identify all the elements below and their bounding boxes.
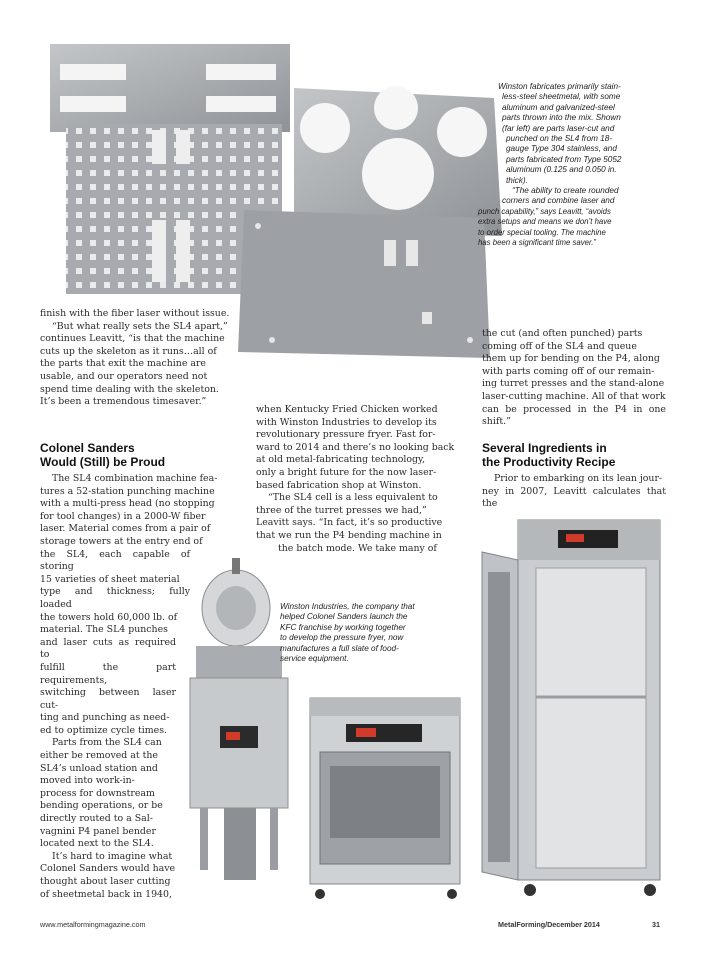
- text-line: ing turret presses and the stand-alone: [482, 378, 665, 390]
- text-line: Leavitt says. “In fact, it’s so productive: [256, 517, 443, 529]
- text-line: with parts coming off of our remain-: [482, 365, 655, 377]
- caption-top-line: extra setups and means we don’t have: [478, 217, 612, 227]
- caption-top: [478, 82, 658, 249]
- heading-line: the Productivity Recipe: [482, 454, 616, 469]
- text-line: vagnini P4 panel bender: [40, 825, 156, 837]
- section-heading-productivity: [482, 442, 672, 469]
- text-line: the batch mode. We take many of: [278, 542, 437, 554]
- column3-top-text: [482, 328, 666, 429]
- caption-middle: [280, 602, 456, 664]
- text-line: storage towers at the entry end of: [40, 535, 203, 547]
- text-line: directly routed to a Sal-: [40, 813, 153, 825]
- text-line: at old metal-fabricating technology,: [256, 454, 426, 466]
- caption-top-line: punch capability,” says Leavitt, “avoids: [478, 206, 611, 216]
- caption-mid-line: to develop the pressure fryer, now: [280, 633, 404, 643]
- heading-line: Colonel Sanders: [40, 441, 135, 455]
- text-line: continues Leavitt, “is that the machine: [40, 333, 225, 345]
- text-line: cuts up the skeleton as it runs…all of: [40, 345, 217, 357]
- footer-url[interactable]: www.metalformingmagazine.com: [40, 920, 146, 929]
- text-line: the SL4, each capable of storing: [40, 548, 190, 573]
- text-line: revolutionary pressure fryer. Fast for-: [256, 429, 436, 441]
- text-line: finish with the fiber laser without issue.: [40, 308, 230, 319]
- text-line: fulfill the part requirements,: [40, 661, 176, 686]
- column2-text: [256, 404, 462, 555]
- text-line: bending operations, or be: [40, 800, 163, 812]
- text-line: ney in 2007, Leavitt calculates that the: [482, 485, 666, 510]
- text-line: only a bright future for the now laser-: [256, 466, 437, 478]
- text-line: coming off of the SL4 and queue: [482, 340, 637, 352]
- caption-top-line: thick).: [506, 175, 528, 185]
- caption-top-line: has been a significant time saver.”: [478, 238, 597, 248]
- text-line: the towers hold 60,000 lb. of: [40, 611, 178, 623]
- caption-top-line: parts fabricated from Type 5052: [506, 154, 622, 164]
- column3-bottom-text: [482, 473, 666, 511]
- text-line: located next to the SL4.: [40, 838, 154, 850]
- caption-top-line: corners and combine laser and: [502, 196, 615, 206]
- heading-line: Would (Still) be Proud: [40, 454, 166, 469]
- heading-line: Several Ingredients in: [482, 441, 607, 455]
- text-line: the cut (and often punched) parts: [482, 328, 643, 339]
- text-line: It’s been a tremendous timesaver.”: [40, 396, 207, 408]
- text-line: that we run the P4 bending machine in: [256, 529, 442, 541]
- section-heading-colonel: [40, 442, 240, 469]
- text-line: can be processed in the P4 in one shift.”: [482, 403, 666, 428]
- text-line: It’s hard to imagine what: [52, 850, 173, 862]
- caption-top-line: (far left) are parts laser-cut and: [502, 123, 615, 133]
- column1-bottom-text: [40, 473, 232, 901]
- caption-top-line: to order special tooling. The machine: [478, 227, 606, 237]
- caption-top-line: aluminum (0.125 and 0.050 in.: [506, 165, 617, 175]
- caption-top-line: aluminum and galvanized-steel: [502, 102, 615, 112]
- text-line: ward to 2014 and there’s no looking back: [256, 441, 455, 453]
- caption-top-line: “The ability to create rounded: [512, 186, 619, 196]
- holding-cabinet-photo: [306, 690, 466, 902]
- caption-top-line: punched on the SL4 from 18-: [506, 134, 613, 144]
- text-line: based fabrication shop at Winston.: [256, 479, 422, 491]
- text-line: either be removed at the: [40, 750, 158, 762]
- text-line: and laser cuts as required to: [40, 636, 176, 661]
- text-line: ting and punching as need-: [40, 712, 170, 724]
- text-line: SL4’s unload station and: [40, 762, 158, 774]
- caption-top-line: gauge Type 304 stainless, and: [506, 144, 617, 154]
- text-line: with Winston Industries to develop its: [256, 416, 437, 428]
- footer-issue: MetalForming/December 2014: [498, 920, 600, 929]
- caption-mid-line: manufactures a full slate of food-: [280, 643, 399, 653]
- text-line: moved into work-in-: [40, 775, 135, 787]
- page-number: 31: [652, 920, 660, 929]
- text-line: usable, and our operators need not: [40, 370, 208, 382]
- text-line: laser. Material comes from a pair of: [40, 523, 211, 535]
- caption-top-line: less-steel sheetmetal, with some: [502, 92, 621, 102]
- text-line: spend time dealing with the skeleton.: [40, 383, 219, 395]
- caption-top-line: Winston fabricates primarily stain-: [498, 82, 621, 91]
- text-line: for tool changes) in a 2000-W fiber: [40, 510, 206, 522]
- text-line: when Kentucky Fried Chicken worked: [256, 404, 438, 415]
- text-line: the parts that exit the machine are: [40, 358, 206, 370]
- text-line: them up for bending on the P4, along: [482, 353, 660, 365]
- text-line: type and thickness; fully loaded: [40, 586, 190, 610]
- column1-top-text: [40, 308, 232, 409]
- text-line: with a multi-press head (no stopping: [40, 498, 215, 510]
- text-line: “The SL4 cell is a less equivalent to: [268, 492, 438, 504]
- caption-mid-line: helped Colonel Sanders launch the: [280, 612, 408, 622]
- text-line: switching between laser cut-: [40, 687, 176, 711]
- text-line: The SL4 combination machine fea-: [52, 473, 218, 484]
- text-line: material. The SL4 punches: [40, 624, 168, 636]
- text-line: Parts from the SL4 can: [52, 737, 162, 749]
- caption-top-line: parts thrown into the mix. Shown: [502, 113, 621, 123]
- text-line: of sheetmetal back in 1940,: [40, 888, 172, 900]
- text-line: 15 varieties of sheet material: [40, 573, 180, 585]
- text-line: thought about laser cutting: [40, 876, 171, 887]
- text-line: ed to optimize cycle times.: [40, 724, 168, 736]
- caption-mid-line: KFC franchise by working together: [280, 622, 406, 632]
- caption-mid-line: service equipment.: [280, 654, 349, 664]
- text-line: three of the turret presses we had,”: [256, 504, 427, 516]
- text-line: laser-cutting machine. All of that work: [482, 390, 666, 402]
- text-line: process for downstream: [40, 787, 155, 799]
- text-line: “But what really sets the SL4 apart,”: [52, 320, 228, 332]
- caption-mid-line: Winston Industries, the company that: [280, 602, 415, 611]
- tall-cabinet-photo: [478, 512, 664, 902]
- text-line: tures a 52-station punching machine: [40, 485, 215, 497]
- text-line: Colonel Sanders would have: [40, 863, 176, 875]
- text-line: Prior to embarking on its lean jour-: [494, 473, 663, 484]
